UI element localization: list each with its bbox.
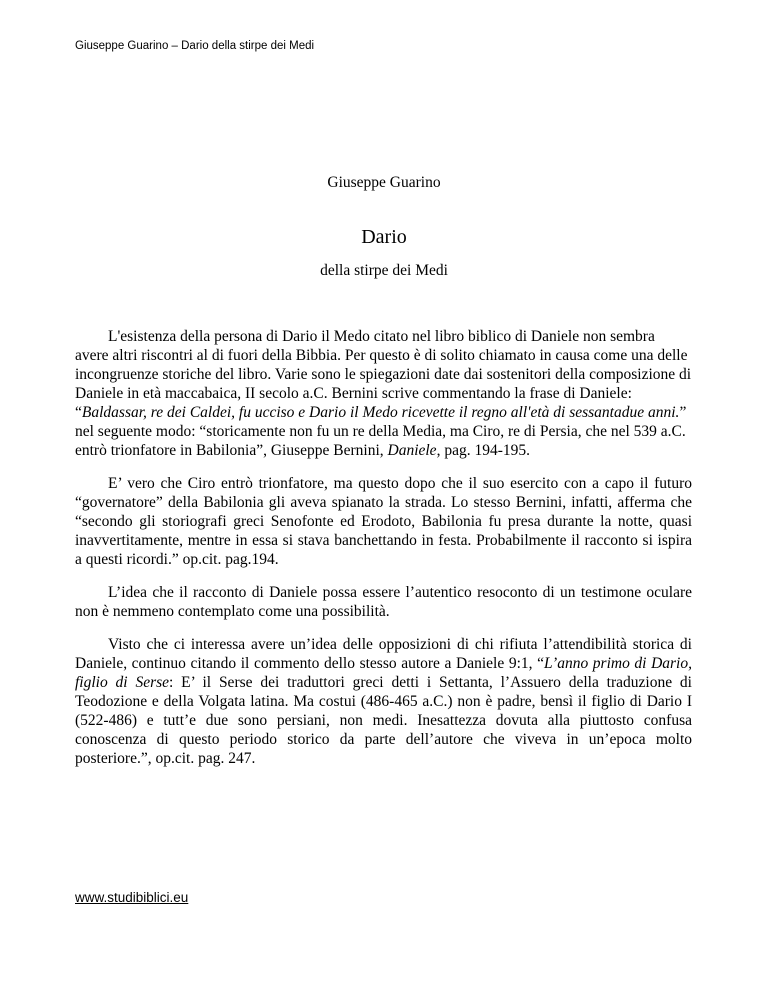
paragraph-1-text-a: L'esistenza della persona di Dario il Medo citato nel libro biblico di Daniele non sembra avere altri riscontri al di fuori della Bibbia. Per questo è di solito chiamato in causa come una delle incongruenze storiche del libro. Varie sono le spiegazioni date dai sostenitori della composizione di Daniele in età maccabaica, II secolo a.C. Bernini scrive commentando la frase di Daniele: “ bbox=[75, 328, 692, 421]
paragraph-1-text-b: ” nel seguente modo: “storicamente non fu un re della Media, ma Ciro, re di Persia, che nel 539 a.C. entrò trionfatore in Babilonia”, Giuseppe Bernini, bbox=[75, 404, 687, 459]
paragraph-4-text-a: Visto che ci interessa avere un’idea delle opposizioni di chi rifiuta l’attendibilità storica di Daniele, continuo citando il commento dello stesso autore a Daniele 9:1, “ bbox=[75, 636, 692, 672]
paragraph-1 bbox=[75, 327, 692, 460]
author-name: Giuseppe Guarino bbox=[327, 174, 441, 191]
document-subtitle: della stirpe dei Medi bbox=[320, 262, 448, 279]
website-link[interactable]: www.studibiblici.eu bbox=[75, 890, 189, 905]
paragraph-3: L’idea che il racconto di Daniele possa essere l’autentico resoconto di un testimone oculare non è nemmeno contemplato come una possibilità. bbox=[75, 584, 692, 620]
paragraph-1-book-title: Daniele bbox=[387, 442, 437, 459]
running-header: Giuseppe Guarino – Dario della stirpe dei Medi bbox=[75, 40, 315, 52]
paragraph-4 bbox=[75, 635, 692, 768]
paragraph-4-text-b: : E’ il Serse dei traduttori greci detti i Settanta, l’Assuero della traduzione di Teodozione e della Volgata latina. Ma costui (486-465 a.C.) non è padre, bensì il figlio di Dario I (522-486) e tutt’e due sono persiani, non medi. Inesattezza dovuta alla piuttosto confusa conoscenza di questo periodo storico da parte dell’autore che viveva in un’epoca molto posteriore.”, op.cit. pag. 247. bbox=[75, 674, 692, 767]
paragraph-1-text-c: , pag. 194-195. bbox=[436, 442, 530, 459]
paragraph-1-quote: Baldassar, re dei Caldei, fu ucciso e Dario il Medo ricevette il regno all'età di sessantadue anni. bbox=[81, 404, 680, 421]
paragraph-4-quote: L’anno primo di Dario, figlio di Serse bbox=[75, 655, 692, 691]
document-body bbox=[75, 327, 692, 782]
document-title: Dario bbox=[361, 226, 407, 248]
paragraph-2: E’ vero che Ciro entrò trionfatore, ma questo dopo che il suo esercito con a capo il futuro “governatore” della Babilonia gli aveva spianato la strada. Lo stesso Bernini, infatti, afferma che “secondo gli storiografi greci Senofonte ed Erodoto, Babilonia fu presa durante la notte, quasi inavvertitamente, mentre in essa si stava banchettando in festa. Probabilmente il racconto si ispira a questi ricordi.” op.cit. pag.194. bbox=[75, 475, 692, 568]
